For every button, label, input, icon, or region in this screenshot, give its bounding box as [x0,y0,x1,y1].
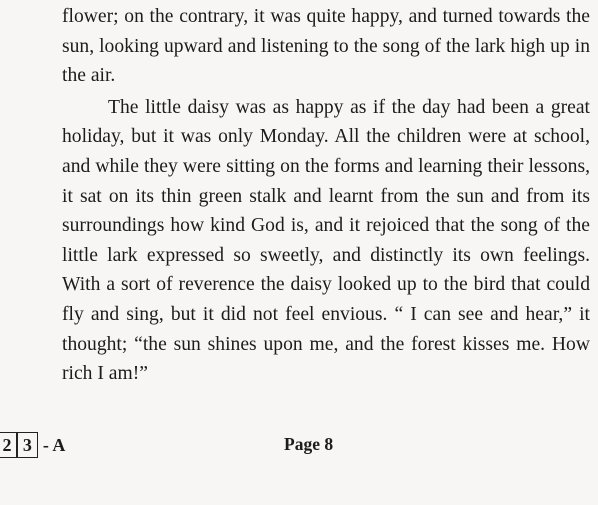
paper-code-suffix: - A [42,434,66,455]
page-footer [0,432,598,462]
paragraph-1: flower; on the contrary, it was quite happy, and turned towards the sun, looking upward and listening to the song of the lark high up in the air. [62,6,590,87]
paper-code [0,432,65,458]
paragraph-2: The little daisy was as happy as if the day had been a great holiday, but it was only Monday. All the children were at school, and while they were sitting on the forms and learning their lessons, it sat on its thin green stalk and learnt from the sun and from its surroundings how kind God is, and it rejoiced that the song of the little lark expressed so sweetly, and distinctly its own feelings. With a sort of reverence the daisy looked up to the bird that could fly and sing, but it did not feel envious. “ I can see and hear,” it thought; “the sun shines upon me, and the forest kisses me. How rich I am!” [62,96,590,385]
paper-code-digit-box: 2 [0,432,18,458]
page-number: Page 8 [284,434,334,454]
body-text [62,2,590,389]
paper-code-digit-box: 3 [16,432,38,458]
